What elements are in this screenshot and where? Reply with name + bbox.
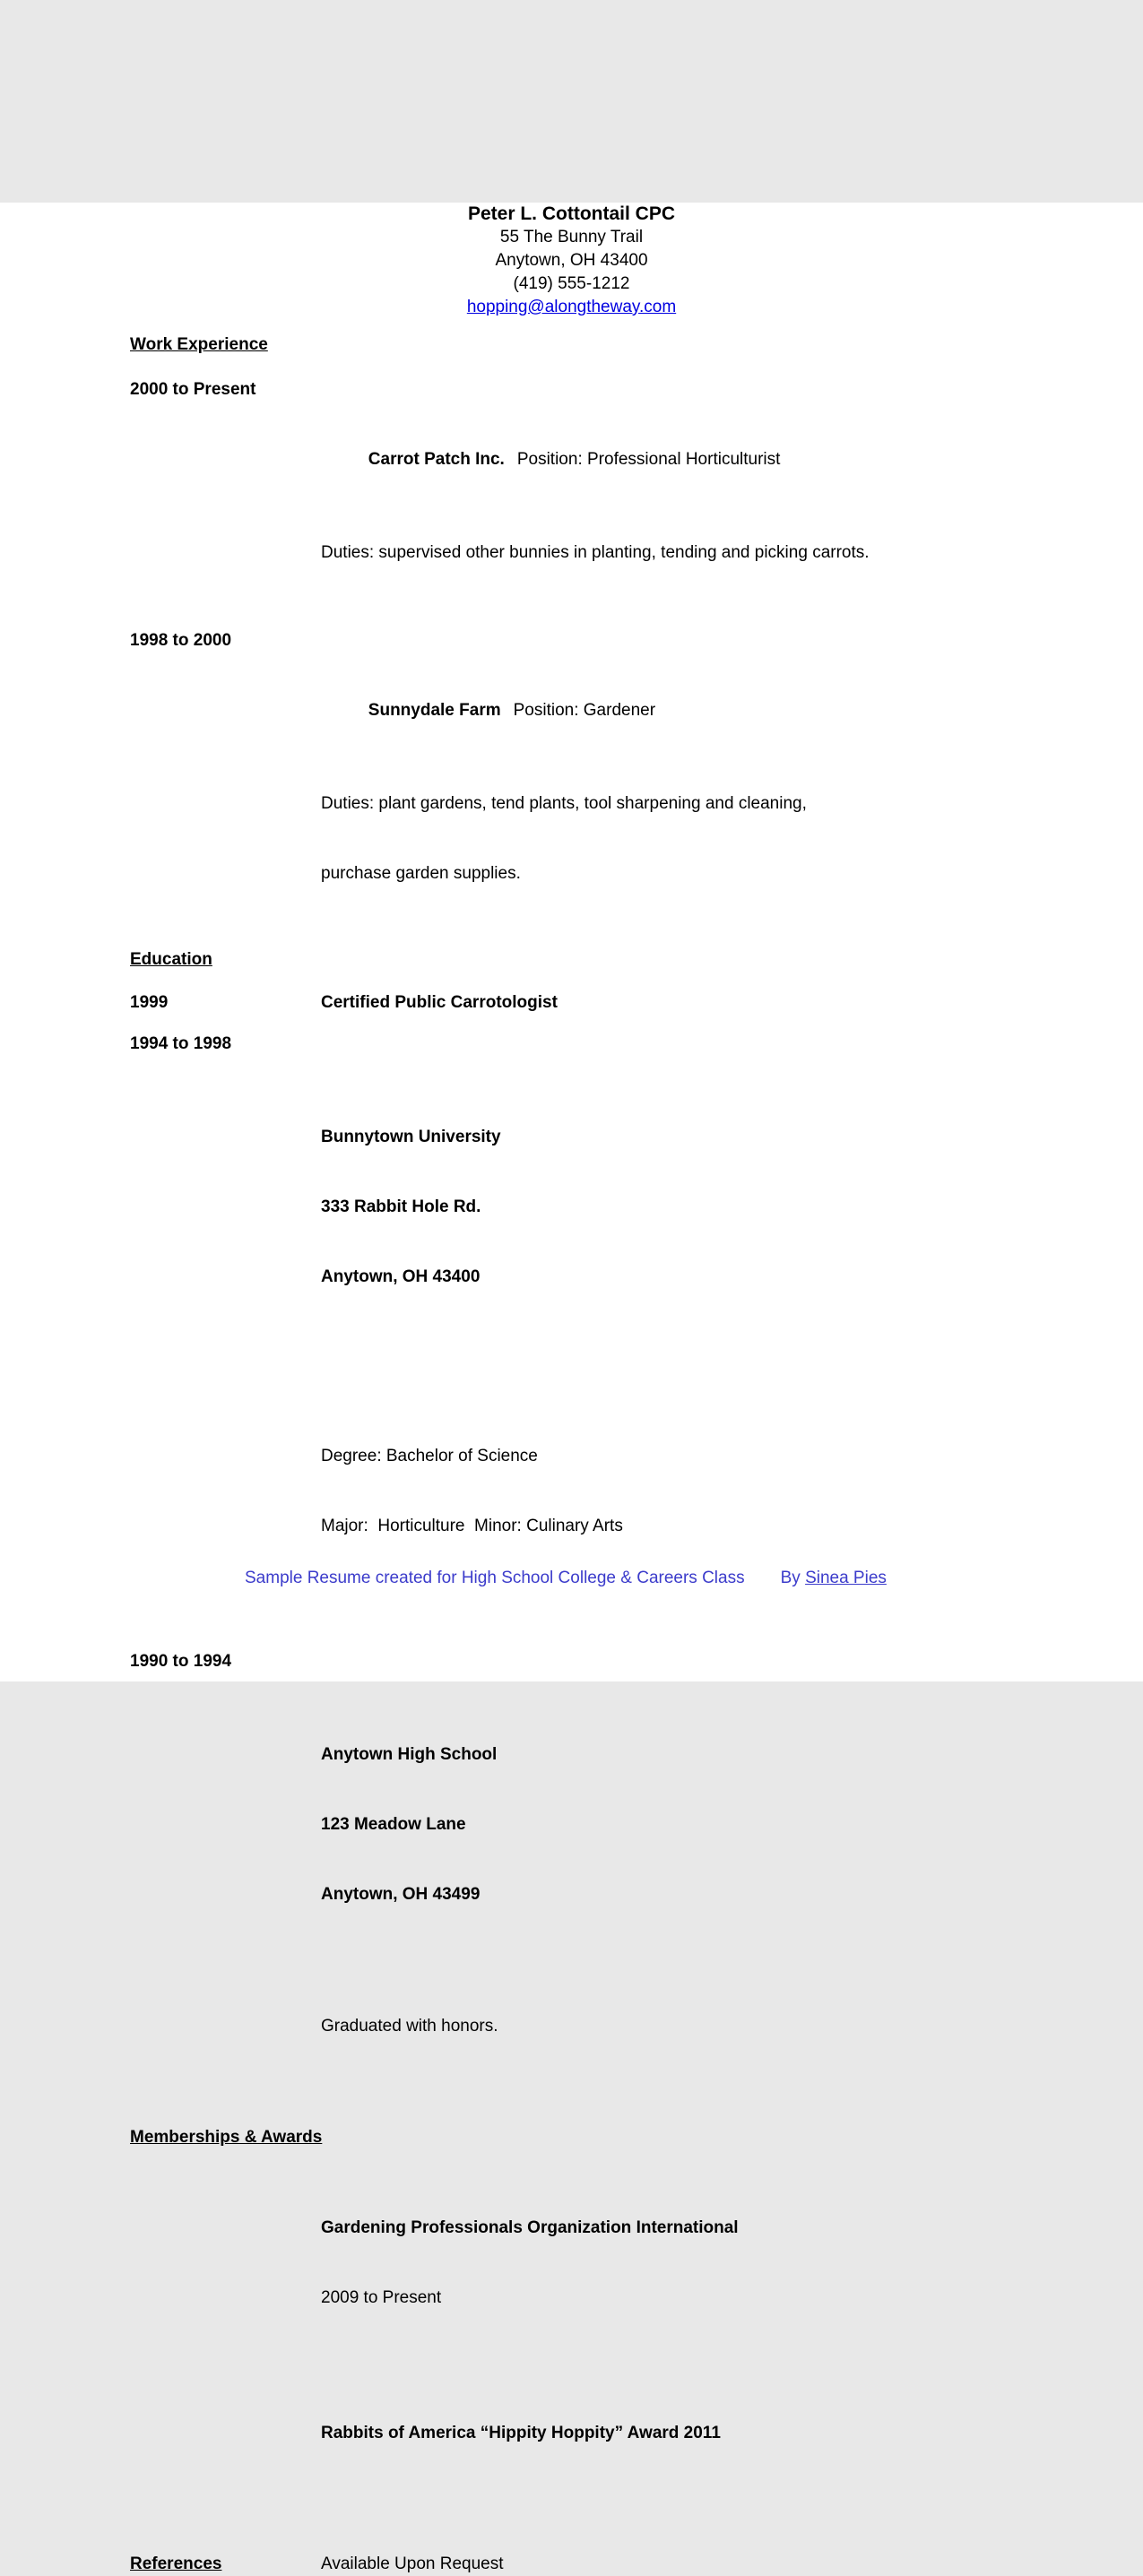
membership-dates: 2009 to Present bbox=[321, 2288, 442, 2307]
job-position: Position: Gardener bbox=[513, 701, 656, 720]
certification-title: Certified Public Carrotologist bbox=[321, 993, 558, 1012]
job-duties: Duties: plant gardens, tend plants, tool sharpening and cleaning, bbox=[321, 794, 807, 813]
footer-text: Sample Resume created for High School College & Careers Class bbox=[245, 1569, 745, 1587]
footer-author-link[interactable]: Sinea Pies bbox=[805, 1569, 887, 1587]
education-entry-certification bbox=[130, 991, 1013, 1015]
school-name: Bunnytown University bbox=[321, 1128, 501, 1146]
address-line-1: 55 The Bunny Trail bbox=[499, 228, 644, 246]
membership-entry bbox=[130, 2170, 1013, 2356]
degree-line: Degree: Bachelor of Science bbox=[321, 1447, 538, 1465]
education-dates: 1999 bbox=[130, 993, 169, 1012]
phone-number: (419) 555-1212 bbox=[513, 274, 630, 293]
award-title: Rabbits of America “Hippity Hoppity” Award 2011 bbox=[321, 2424, 721, 2442]
school-address-2: Anytown, OH 43499 bbox=[321, 1885, 481, 1904]
education-entry-university bbox=[130, 1033, 1013, 1631]
job-position: Position: Professional Horticulturist bbox=[516, 450, 781, 469]
contact-header bbox=[130, 203, 1013, 319]
membership-title: Gardening Professionals Organization International bbox=[321, 2218, 739, 2237]
address-line-2: Anytown, OH 43400 bbox=[495, 251, 648, 270]
job-duties-continued: purchase garden supplies. bbox=[321, 864, 521, 883]
resume-page bbox=[0, 203, 1143, 2573]
education-dates: 1994 to 1998 bbox=[130, 1034, 232, 1053]
job-duties: Duties: supervised other bunnies in planting, tending and picking carrots. bbox=[321, 543, 870, 562]
footer-credit bbox=[0, 1567, 1143, 1590]
job-dates: 1998 to 2000 bbox=[130, 631, 232, 650]
email-link[interactable]: hopping@alongtheway.com bbox=[466, 298, 677, 316]
major-minor-line: Major: Horticulture Minor: Culinary Arts bbox=[321, 1517, 623, 1535]
footer-by-label: By bbox=[780, 1569, 801, 1587]
school-address-2: Anytown, OH 43400 bbox=[321, 1267, 481, 1286]
references-section bbox=[130, 2553, 1013, 2576]
job-entry bbox=[130, 378, 1013, 611]
section-heading-memberships-awards: Memberships & Awards bbox=[130, 2128, 323, 2147]
job-company: Sunnydale Farm bbox=[368, 701, 501, 720]
graduation-note: Graduated with honors. bbox=[321, 2017, 498, 2036]
school-name: Anytown High School bbox=[321, 1745, 498, 1764]
school-address-1: 123 Meadow Lane bbox=[321, 1815, 466, 1834]
job-entry bbox=[130, 629, 1013, 932]
section-heading-work-experience: Work Experience bbox=[130, 335, 268, 354]
references-text: Available Upon Request bbox=[321, 2554, 504, 2573]
education-entry-high-school bbox=[130, 1650, 1013, 2085]
education-dates: 1990 to 1994 bbox=[130, 1652, 232, 1671]
section-heading-education: Education bbox=[130, 950, 212, 969]
school-address-1: 333 Rabbit Hole Rd. bbox=[321, 1197, 481, 1216]
section-heading-references: References bbox=[130, 2554, 222, 2573]
job-dates: 2000 to Present bbox=[130, 380, 256, 399]
job-company: Carrot Patch Inc. bbox=[368, 450, 505, 469]
award-entry bbox=[130, 2375, 1013, 2492]
person-name: Peter L. Cottontail CPC bbox=[467, 203, 675, 224]
